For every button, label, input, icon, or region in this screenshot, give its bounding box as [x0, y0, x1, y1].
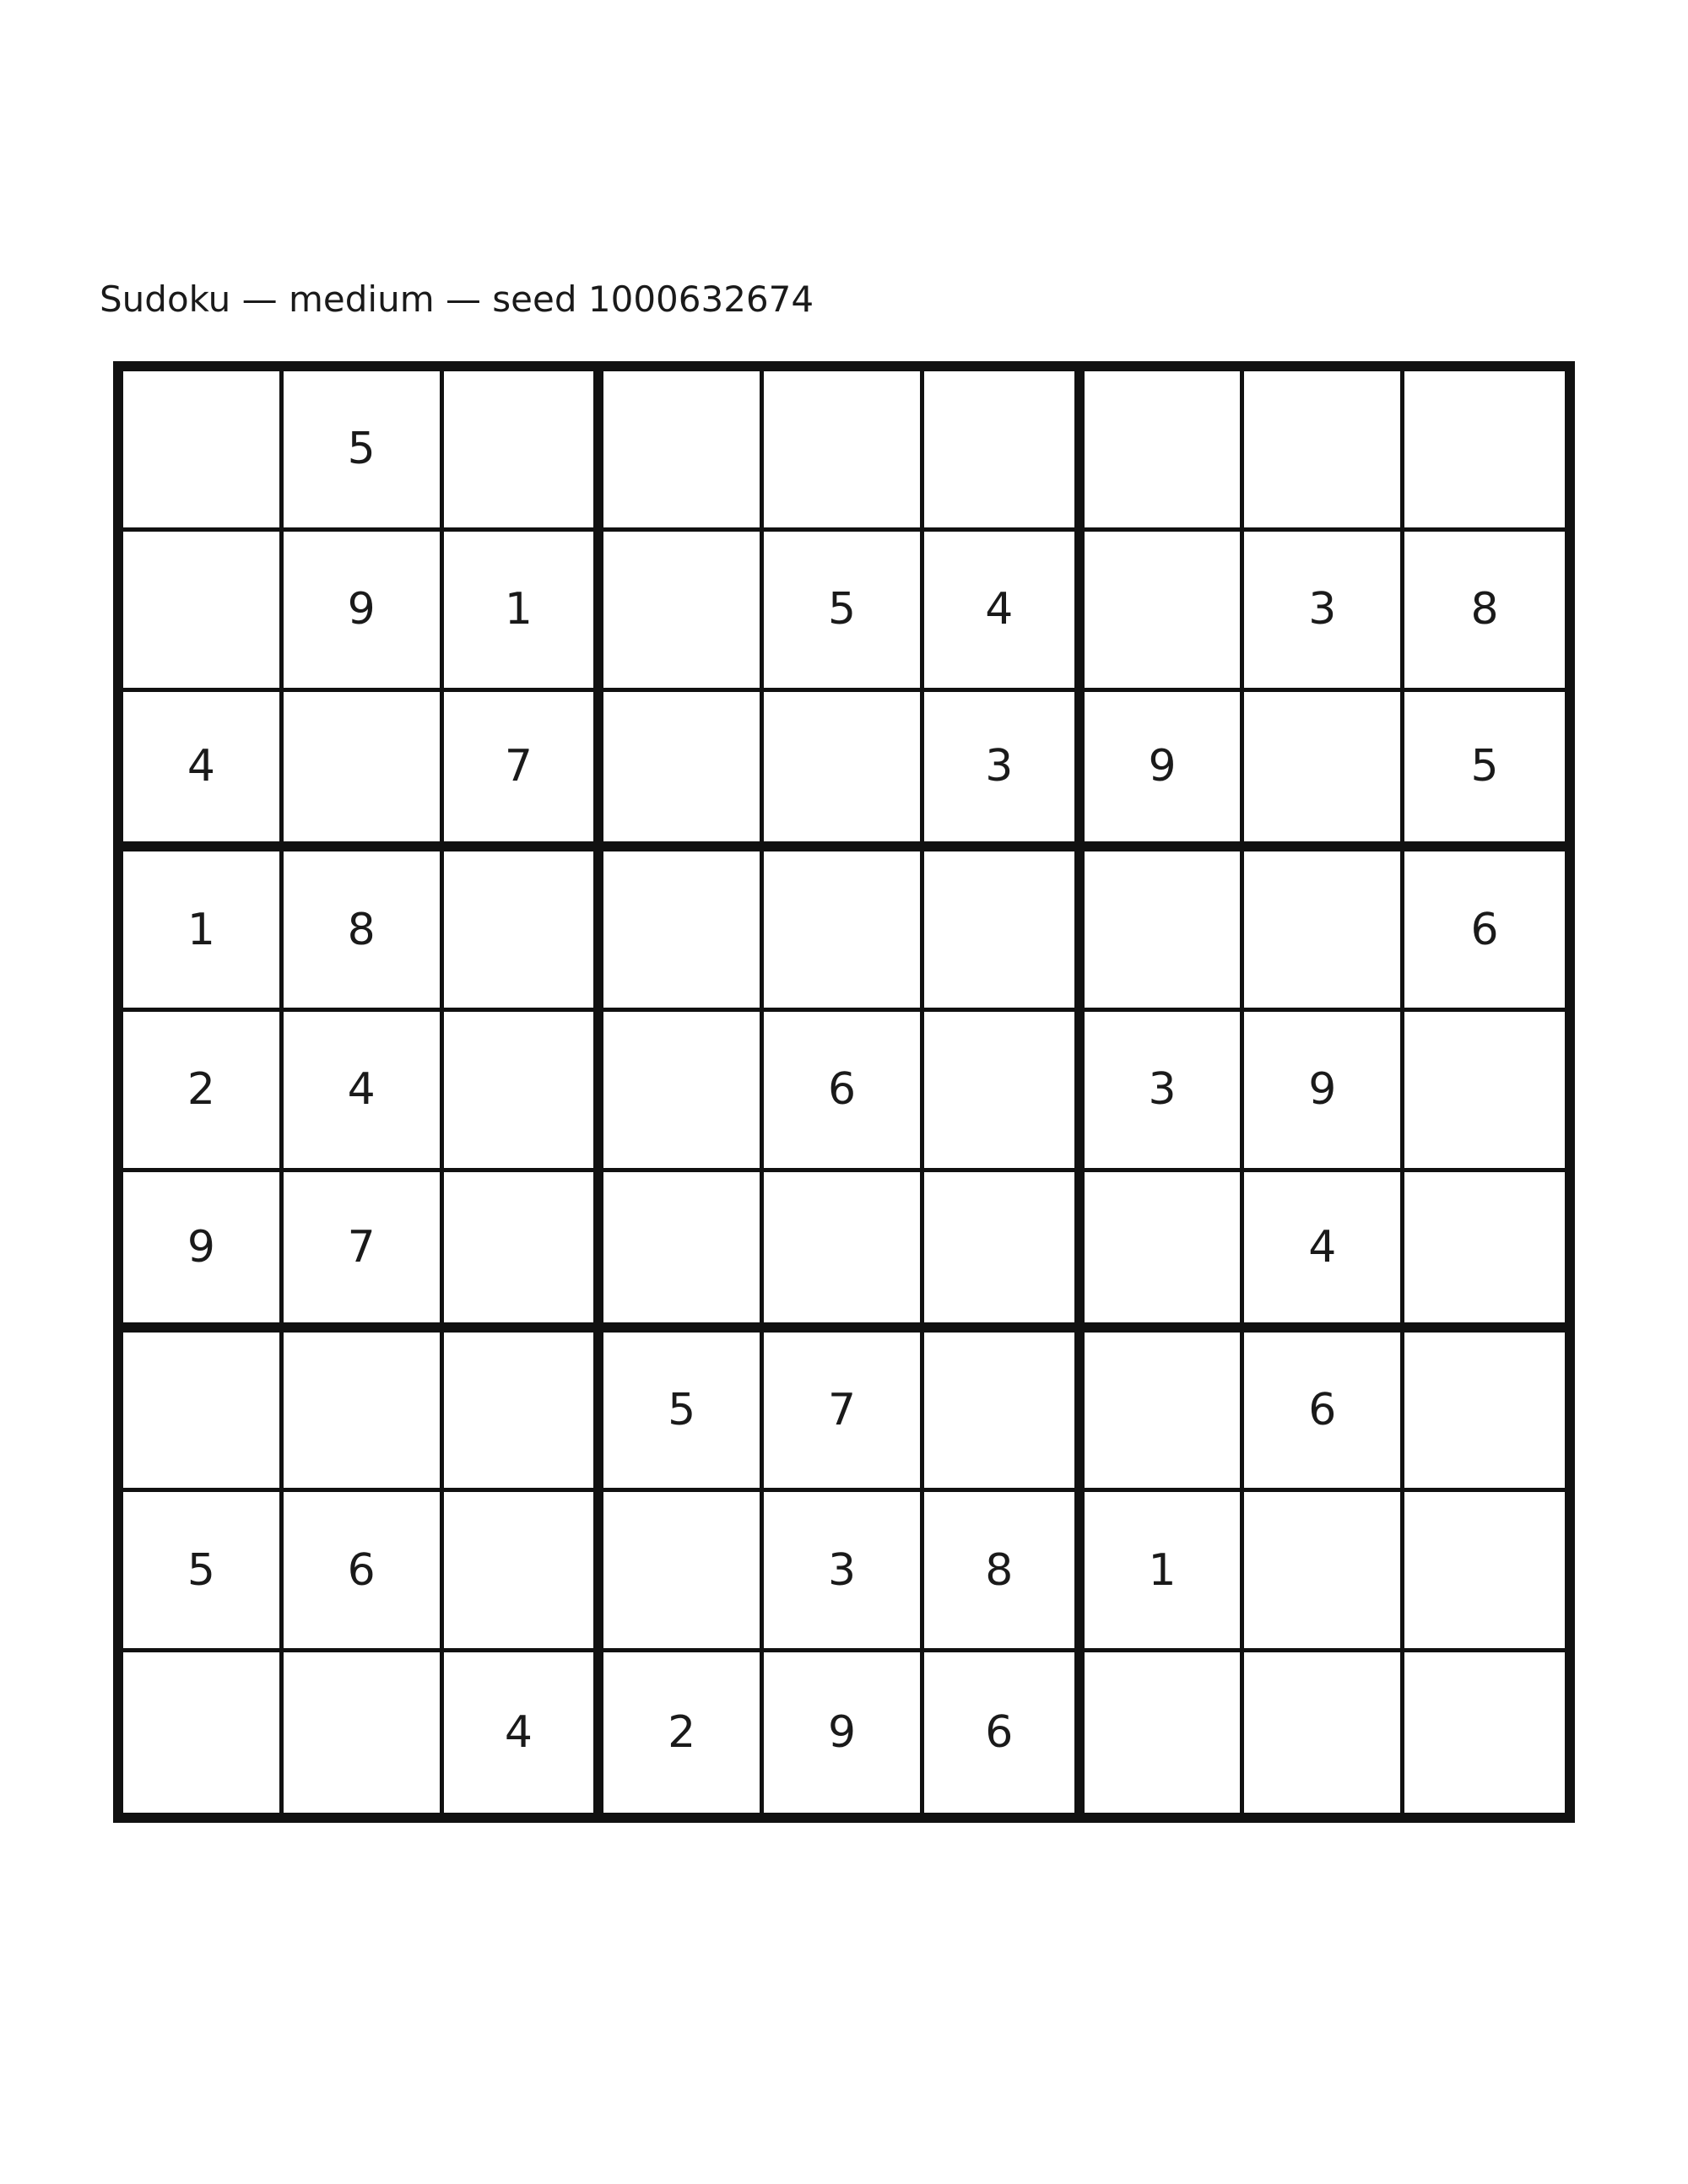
- cell-r1c7[interactable]: [1085, 371, 1245, 532]
- cell-r8c5[interactable]: 3: [764, 1492, 924, 1652]
- cell-r6c4[interactable]: [603, 1172, 764, 1333]
- cell-r9c4[interactable]: 2: [603, 1652, 764, 1813]
- cell-r2c7[interactable]: [1085, 532, 1245, 692]
- cell-r7c2[interactable]: [284, 1333, 444, 1493]
- cell-r8c3[interactable]: [444, 1492, 604, 1652]
- cell-r2c9[interactable]: 8: [1404, 532, 1565, 692]
- cell-r8c7[interactable]: 1: [1085, 1492, 1245, 1652]
- cell-r6c8[interactable]: 4: [1244, 1172, 1404, 1333]
- cell-r9c2[interactable]: [284, 1652, 444, 1813]
- cell-r1c5[interactable]: [764, 371, 924, 532]
- cell-r6c3[interactable]: [444, 1172, 604, 1333]
- cell-r5c5[interactable]: 6: [764, 1012, 924, 1172]
- sudoku-board: [113, 361, 1575, 1823]
- cell-r2c6[interactable]: 4: [924, 532, 1085, 692]
- cell-r6c7[interactable]: [1085, 1172, 1245, 1333]
- cell-r7c8[interactable]: 6: [1244, 1333, 1404, 1493]
- cell-r1c9[interactable]: [1404, 371, 1565, 532]
- cell-r1c3[interactable]: [444, 371, 604, 532]
- cell-r2c1[interactable]: [123, 532, 284, 692]
- cell-r1c6[interactable]: [924, 371, 1085, 532]
- cell-r5c4[interactable]: [603, 1012, 764, 1172]
- cell-r9c7[interactable]: [1085, 1652, 1245, 1813]
- cell-r6c6[interactable]: [924, 1172, 1085, 1333]
- cell-r6c2[interactable]: 7: [284, 1172, 444, 1333]
- cell-r7c1[interactable]: [123, 1333, 284, 1493]
- cell-r8c8[interactable]: [1244, 1492, 1404, 1652]
- cell-r5c3[interactable]: [444, 1012, 604, 1172]
- cell-r4c1[interactable]: 1: [123, 851, 284, 1012]
- cell-r3c4[interactable]: [603, 692, 764, 852]
- cell-r8c4[interactable]: [603, 1492, 764, 1652]
- cell-r4c2[interactable]: 8: [284, 851, 444, 1012]
- cell-r3c7[interactable]: 9: [1085, 692, 1245, 852]
- cell-r4c3[interactable]: [444, 851, 604, 1012]
- cell-r1c8[interactable]: [1244, 371, 1404, 532]
- cell-r8c6[interactable]: 8: [924, 1492, 1085, 1652]
- cell-r6c5[interactable]: [764, 1172, 924, 1333]
- cell-r7c6[interactable]: [924, 1333, 1085, 1493]
- cell-r4c5[interactable]: [764, 851, 924, 1012]
- cell-r3c6[interactable]: 3: [924, 692, 1085, 852]
- cell-r7c5[interactable]: 7: [764, 1333, 924, 1493]
- cell-r7c7[interactable]: [1085, 1333, 1245, 1493]
- cell-r9c5[interactable]: 9: [764, 1652, 924, 1813]
- cell-r3c9[interactable]: 5: [1404, 692, 1565, 852]
- cell-r4c4[interactable]: [603, 851, 764, 1012]
- cell-r9c1[interactable]: [123, 1652, 284, 1813]
- cell-r5c9[interactable]: [1404, 1012, 1565, 1172]
- cell-r8c9[interactable]: [1404, 1492, 1565, 1652]
- cell-r5c1[interactable]: 2: [123, 1012, 284, 1172]
- cell-r1c1[interactable]: [123, 371, 284, 532]
- cell-r5c2[interactable]: 4: [284, 1012, 444, 1172]
- cell-r2c3[interactable]: 1: [444, 532, 604, 692]
- cell-r6c9[interactable]: [1404, 1172, 1565, 1333]
- cell-r4c6[interactable]: [924, 851, 1085, 1012]
- cell-r2c4[interactable]: [603, 532, 764, 692]
- cell-r4c9[interactable]: 6: [1404, 851, 1565, 1012]
- cell-r4c8[interactable]: [1244, 851, 1404, 1012]
- cell-r1c2[interactable]: 5: [284, 371, 444, 532]
- cell-r2c5[interactable]: 5: [764, 532, 924, 692]
- cell-r8c2[interactable]: 6: [284, 1492, 444, 1652]
- cell-r9c9[interactable]: [1404, 1652, 1565, 1813]
- cell-r5c8[interactable]: 9: [1244, 1012, 1404, 1172]
- cell-r5c6[interactable]: [924, 1012, 1085, 1172]
- cell-r3c2[interactable]: [284, 692, 444, 852]
- cell-r9c3[interactable]: 4: [444, 1652, 604, 1813]
- cell-r7c4[interactable]: 5: [603, 1333, 764, 1493]
- cell-r9c6[interactable]: 6: [924, 1652, 1085, 1813]
- cell-r3c5[interactable]: [764, 692, 924, 852]
- cell-r3c3[interactable]: 7: [444, 692, 604, 852]
- cell-r2c8[interactable]: 3: [1244, 532, 1404, 692]
- cell-r6c1[interactable]: 9: [123, 1172, 284, 1333]
- cell-r1c4[interactable]: [603, 371, 764, 532]
- cell-r7c9[interactable]: [1404, 1333, 1565, 1493]
- cell-r9c8[interactable]: [1244, 1652, 1404, 1813]
- page-title: Sudoku — medium — seed 1000632674: [100, 278, 814, 320]
- cell-r3c1[interactable]: 4: [123, 692, 284, 852]
- cell-r8c1[interactable]: 5: [123, 1492, 284, 1652]
- cell-r5c7[interactable]: 3: [1085, 1012, 1245, 1172]
- cell-r4c7[interactable]: [1085, 851, 1245, 1012]
- cell-r7c3[interactable]: [444, 1333, 604, 1493]
- cell-r3c8[interactable]: [1244, 692, 1404, 852]
- cell-r2c2[interactable]: 9: [284, 532, 444, 692]
